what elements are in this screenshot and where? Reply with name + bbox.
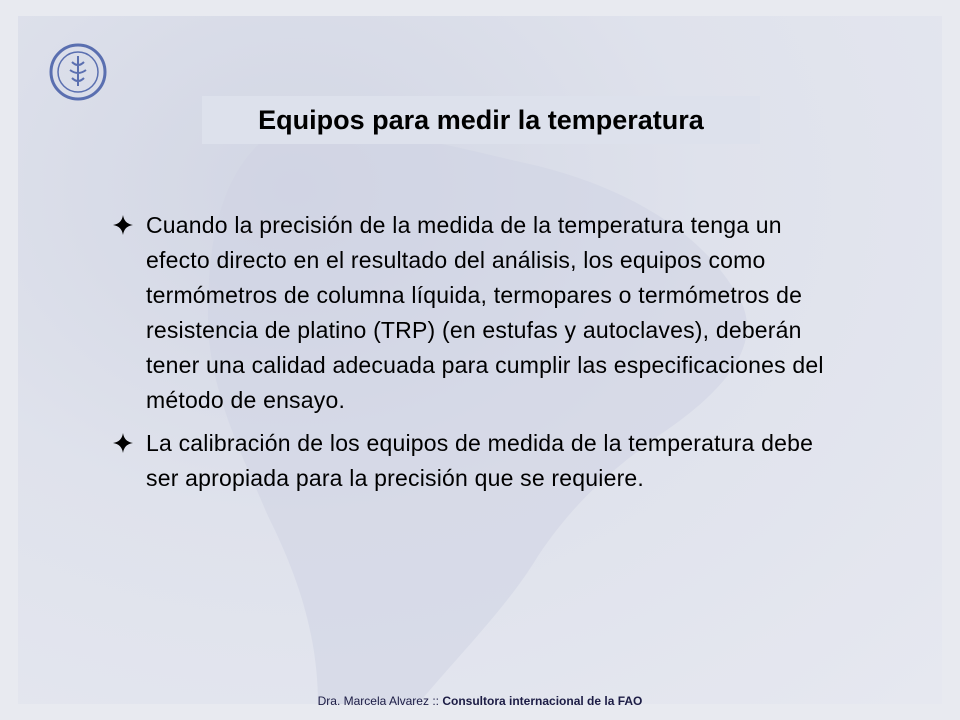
- page-title: Equipos para medir la temperatura: [258, 104, 704, 135]
- footer-author: Dra. Marcela Alvarez: [317, 694, 429, 708]
- slide: [18, 16, 942, 704]
- diamond-bullet-icon: [112, 426, 146, 459]
- bullet-text: La calibración de los equipos de medida de la temperatura debe ser apropiada para la precisión que se requiere.: [146, 430, 814, 491]
- fao-logo-icon: [48, 42, 108, 102]
- bullet-item: [112, 426, 852, 496]
- footer-role: Consultora internacional de la FAO: [442, 694, 643, 708]
- diamond-bullet-icon: [112, 208, 146, 241]
- bullet-list: [112, 208, 852, 504]
- footer-separator: ::: [432, 694, 439, 708]
- footer: [0, 694, 960, 708]
- title-box: [202, 96, 760, 144]
- bullet-text: Cuando la precisión de la medida de la temperatura tenga un efecto directo en el resultado del análisis, los equipos como termómetros de columna líquida, termopares o termómetros de resistencia de platino (TRP) (en estufas y autoclaves), deberán tener una calidad adecuada para cumplir las especificaciones del método de ensayo.: [146, 212, 824, 413]
- bullet-item: [112, 208, 852, 418]
